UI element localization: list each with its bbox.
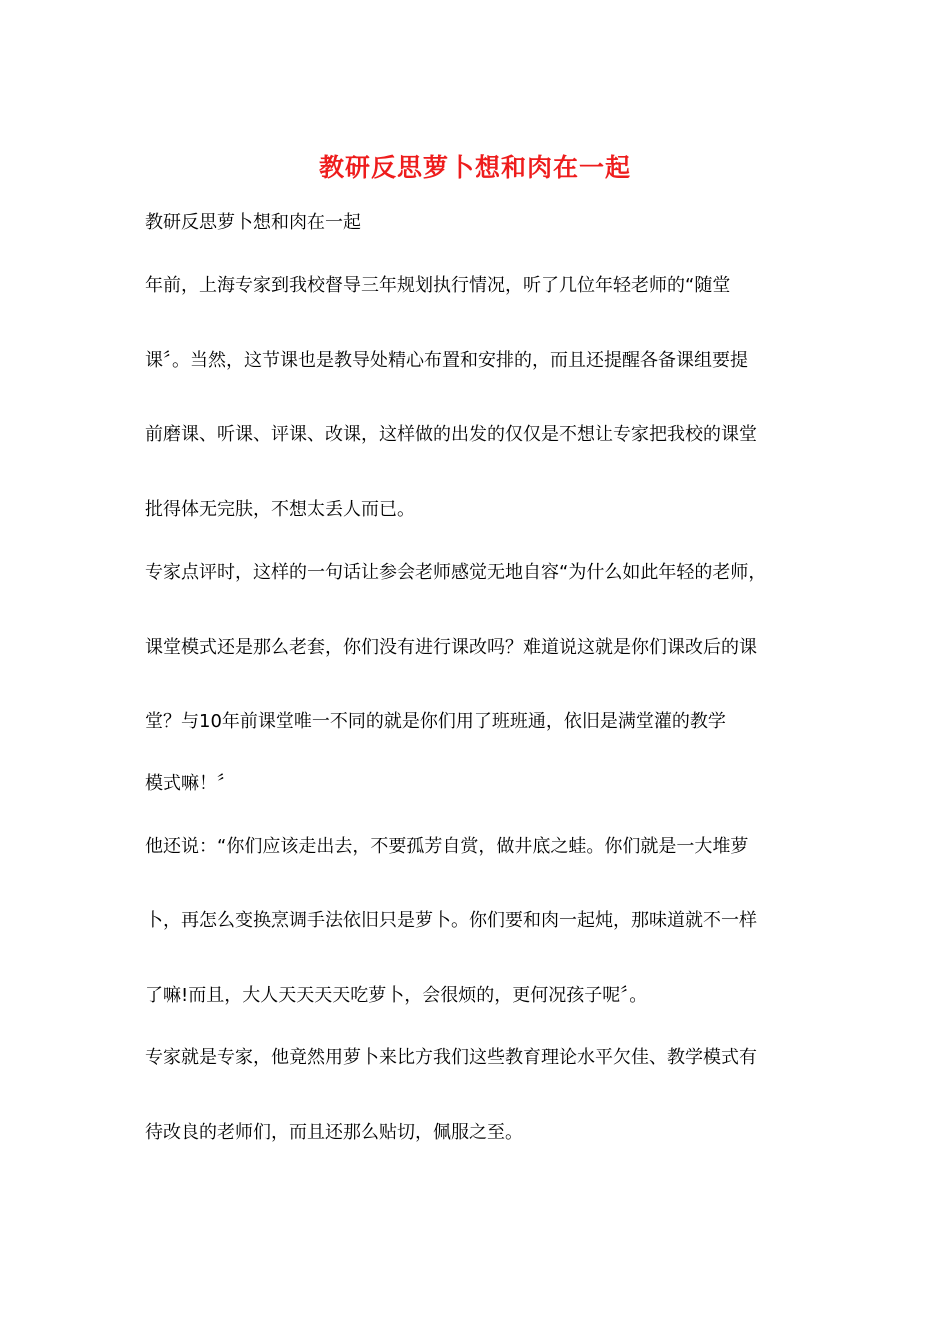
body-line: 课〞。当然，这节课也是教导处精心布置和安排的，而且还提醒各备课组要提 <box>145 350 748 371</box>
body-line: 待改良的老师们，而且还那么贴切，佩服之至。 <box>145 1122 523 1143</box>
body-line: 堂？与10年前课堂唯一不同的就是你们用了班班通，依旧是满堂灌的教学 <box>145 711 726 732</box>
document-title: 教研反思萝卜想和肉在一起 <box>318 153 631 182</box>
body-line: 批得体无完肤，不想太丢人而已。 <box>145 499 415 520</box>
body-line: 模式嘛！〞 <box>145 773 235 794</box>
body-line: 他还说：“你们应该走出去，不要孤芳自赏，做井底之蛙。你们就是一大堆萝 <box>145 836 749 857</box>
body-line: 专家就是专家，他竟然用萝卜来比方我们这些教育理论水平欠佳、教学模式有 <box>145 1047 757 1068</box>
subtitle-line: 教研反思萝卜想和肉在一起 <box>145 212 361 233</box>
body-line: 专家点评时，这样的一句话让参会老师感觉无地自容“为什么如此年轻的老师， <box>145 562 767 583</box>
body-line: 年前，上海专家到我校督导三年规划执行情况，听了几位年轻老师的“随堂 <box>145 275 731 296</box>
body-line: 卜，再怎么变换烹调手法依旧只是萝卜。你们要和肉一起炖，那味道就不一样 <box>145 910 757 931</box>
body-line: 课堂模式还是那么老套，你们没有进行课改吗？难道说这就是你们课改后的课 <box>145 637 757 658</box>
body-line: 了嘛!而且，大人天天天天吃萝卜，会很烦的，更何况孩子呢〞。 <box>145 985 648 1006</box>
body-line: 前磨课、听课、评课、改课，这样做的出发的仅仅是不想让专家把我校的课堂 <box>145 424 757 445</box>
